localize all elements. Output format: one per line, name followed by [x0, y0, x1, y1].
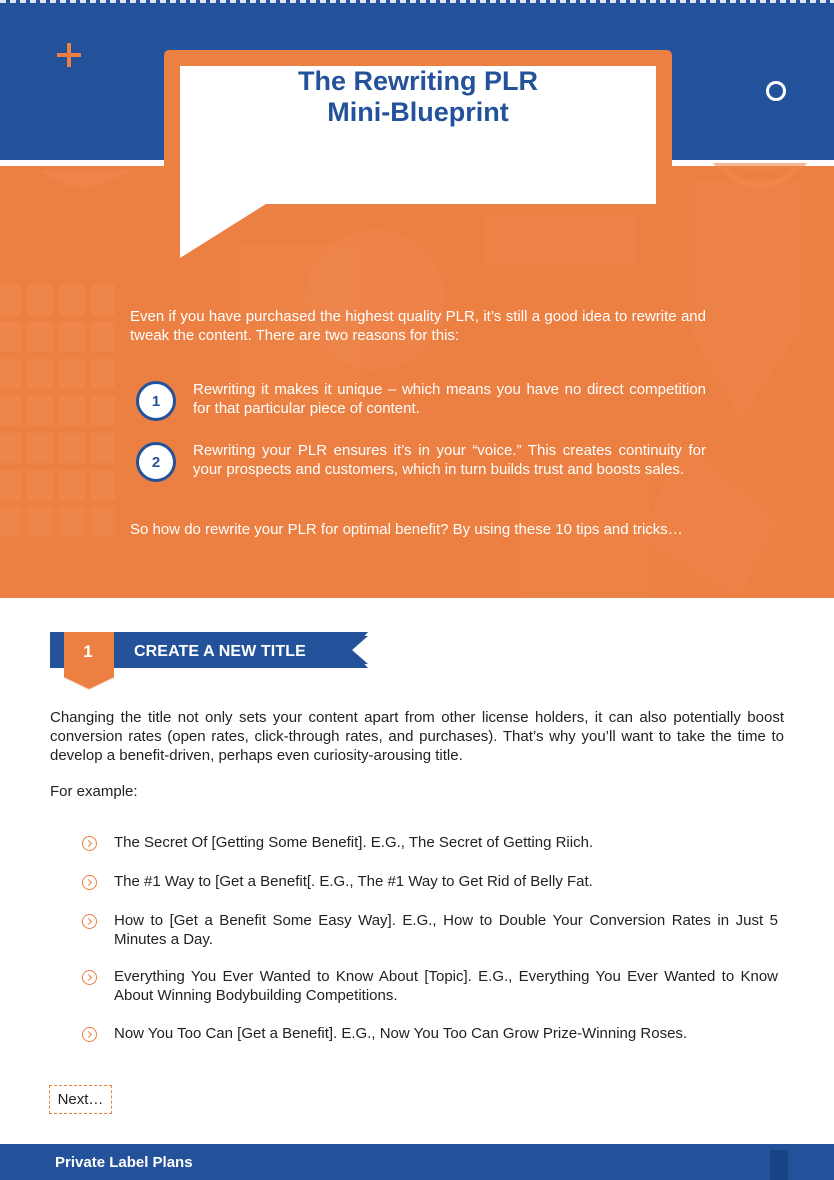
list-item-text: How to [Get a Benefit Some Easy Way]. E.G., How to Double Your Conversion Rates in Just 5 Minutes a Day. — [114, 912, 778, 948]
section-number: 1 — [83, 642, 93, 661]
example-label: For example: — [50, 783, 138, 800]
section-paragraph: Changing the title not only sets your content apart from other license holders, it can also potentially boost conversion rates (open rates, click-through rates, and purchases). That’s why you’ll want to take the time to develop a benefit-driven, perhaps even curiosity-arousing title. — [50, 709, 784, 764]
list-item-text: The #1 Way to [Get a Benefit[. E.G., The #1 Way to Get Rid of Belly Fat. — [114, 873, 593, 890]
footer-brand: Private Label Plans — [55, 1154, 193, 1171]
reason-number-badge: 2 — [136, 442, 176, 482]
footer-page-tab — [770, 1150, 788, 1180]
section-title: CREATE A NEW TITLE — [134, 643, 306, 660]
chevron-circle-icon — [82, 836, 97, 851]
chevron-circle-icon — [82, 914, 97, 929]
reason-text: Rewriting your PLR ensures it’s in your “voice.” This creates continuity for your prospects and customers, which in turn builds trust and boosts sales. — [193, 442, 706, 478]
chevron-circle-icon — [82, 970, 97, 985]
page-title-line-2: Mini-Blueprint — [327, 97, 509, 127]
list-item-text: Everything You Ever Wanted to Know About [Topic]. E.G., Everything You Ever Wanted to Know About Winning Bodybuilding Competitions. — [114, 968, 778, 1004]
page-title-line-1: The Rewriting PLR — [297, 66, 538, 96]
chevron-circle-icon — [82, 875, 97, 890]
intro-closing: So how do rewrite your PLR for optimal benefit? By using these 10 tips and tricks… — [130, 521, 683, 538]
reason-text: Rewriting it makes it unique – which means you have no direct competition for that particular piece of content. — [193, 381, 706, 417]
next-link[interactable]: Next… — [49, 1085, 112, 1114]
chevron-circle-icon — [82, 1027, 97, 1042]
list-item-text: The Secret Of [Getting Some Benefit]. E.G., The Secret of Getting Riich. — [114, 834, 594, 851]
ring-icon — [766, 81, 786, 101]
intro-paragraph: Even if you have purchased the highest quality PLR, it’s still a good idea to rewrite and tweak the content. There are two reasons for this: — [130, 308, 706, 344]
plus-icon — [56, 42, 82, 68]
list-item-text: Now You Too Can [Get a Benefit]. E.G., Now You Too Can Grow Prize-Winning Roses. — [114, 1025, 688, 1042]
footer — [0, 1144, 834, 1180]
page-title — [180, 66, 656, 128]
reason-number-badge: 1 — [136, 381, 176, 421]
